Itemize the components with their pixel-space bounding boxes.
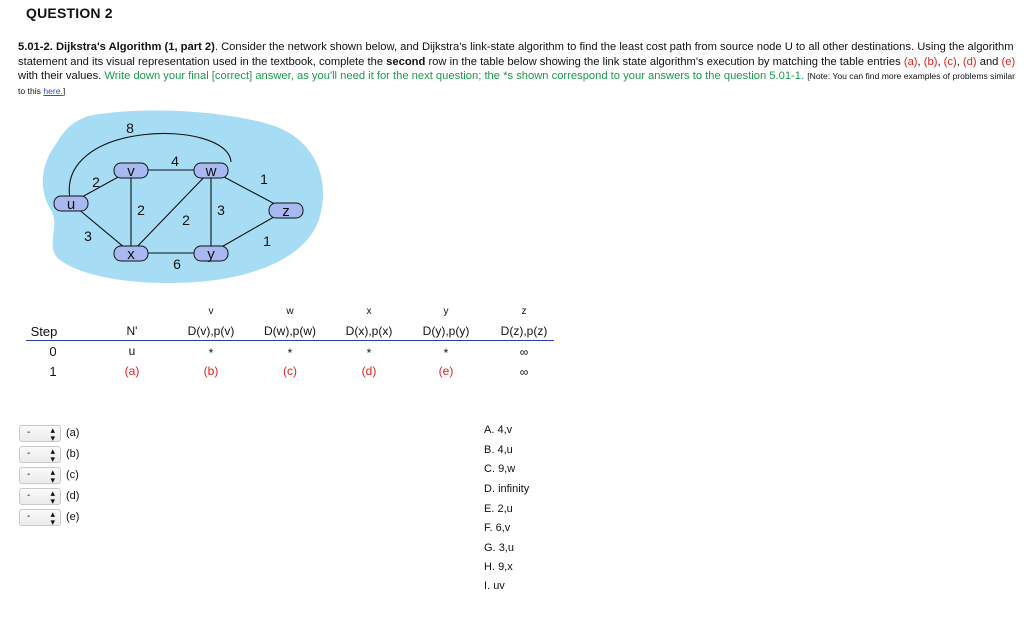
cell-v-0: * (208, 346, 214, 360)
header-dy: D(y),p(y) (422, 324, 470, 338)
problem-text-2: row in the table below showing the link state algorithm's execution by matching the table entries (425, 55, 904, 68)
col-top-v: v (208, 306, 214, 317)
edge-cost-w-y: 3 (217, 202, 225, 218)
col-top-z: z (521, 306, 527, 317)
problem-text-3: with their values. (18, 70, 105, 83)
edge-cost-y-z: 1 (263, 233, 271, 249)
answer-letter: G. (484, 542, 496, 554)
cell-w-0: * (287, 346, 293, 360)
col-top-w: w (286, 306, 294, 317)
ref-d: (d) (962, 55, 977, 68)
answer-text: 2,u (497, 503, 513, 515)
question-title: QUESTION 2 (26, 5, 113, 21)
note-end: ] (62, 85, 66, 96)
edge-cost-u-v: 2 (92, 174, 100, 190)
ref-b: (b) (923, 55, 938, 68)
ref-c: (c) (943, 55, 957, 68)
cell-w-1: (c) (283, 364, 297, 378)
cell-v-1: (b) (203, 364, 219, 378)
answer-text: 9,x (498, 561, 513, 573)
answer-text: 6,v (495, 522, 511, 534)
edge-cost-w-x: 2 (182, 212, 190, 228)
node-label-z: z (282, 203, 290, 220)
cell-n-0: u (128, 344, 136, 358)
node-label-x: x (127, 246, 135, 263)
header-dv: D(v),p(v) (187, 324, 235, 338)
answer-letter: B. (484, 444, 495, 456)
answer-option (484, 503, 513, 515)
separator: , (937, 55, 944, 68)
cell-z-0: ∞ (519, 345, 529, 359)
updown-arrow-icon: ▴ ▾ (50, 509, 55, 527)
select-c[interactable] (19, 467, 61, 484)
header-dz: D(z),p(z) (500, 324, 548, 338)
problem-statement (18, 40, 1018, 98)
answer-letter: A. (484, 424, 495, 436)
answer-option (484, 463, 515, 475)
answer-text: infinity (498, 483, 530, 495)
select-b[interactable] (19, 446, 61, 463)
select-label-c: (c) (66, 469, 79, 481)
answer-letter: D. (484, 483, 495, 495)
cell-n-1: (a) (124, 364, 140, 378)
answer-option (484, 424, 512, 436)
answer-option (484, 522, 510, 534)
answer-option (484, 444, 513, 456)
select-value: - (27, 469, 31, 480)
updown-arrow-icon: ▴ ▾ (50, 446, 55, 464)
cell-x-0: * (366, 346, 372, 360)
cell-step-0: 0 (49, 344, 57, 359)
cell-y-1: (e) (438, 364, 454, 378)
examples-link[interactable]: here. (43, 85, 63, 96)
problem-number: 5.01-2. (18, 41, 53, 53)
answer-letter: E. (484, 503, 495, 515)
cell-step-1: 1 (49, 364, 57, 379)
col-top-x: x (366, 306, 372, 317)
answer-letter: I. (484, 580, 491, 592)
problem-title: Dijkstra's Algorithm (1, part 2) (55, 41, 215, 53)
network-graph (0, 100, 340, 300)
separator: , (917, 55, 924, 68)
select-value: - (27, 448, 31, 459)
select-e[interactable] (19, 509, 61, 526)
header-dx: D(x),p(x) (345, 324, 393, 338)
edge-cost-u-w: 8 (126, 120, 134, 136)
node-label-y: y (207, 246, 215, 263)
header-n-prime: N' (126, 324, 138, 338)
select-d[interactable] (19, 488, 61, 505)
select-label-d: (d) (66, 490, 80, 502)
node-label-u: u (66, 196, 76, 213)
answer-option (484, 561, 513, 573)
ref-e: (e) (1001, 55, 1016, 68)
answer-text: 4,u (497, 444, 513, 456)
problem-text-1: . Consider the network shown below, and Dijkstra's link-state algorithm to find the least cost path from source node U to all other destinations. Using the algorithm statement and its visual representation used in the textbook, complete the (18, 41, 1014, 68)
updown-arrow-icon: ▴ ▾ (50, 467, 55, 485)
header-divider (26, 340, 554, 341)
cell-z-1: ∞ (519, 365, 529, 379)
answer-option (484, 580, 505, 592)
problem-bold-word: second (386, 55, 426, 68)
answer-text: 9,w (498, 463, 516, 475)
col-top-y: y (443, 306, 449, 317)
header-dw: D(w),p(w) (264, 324, 316, 338)
instruction-note: Write down your final [correct] answer, as you'll need it for the next question; the *s shown correspond to your answers to the question 5.01-1. (104, 70, 805, 83)
node-label-v: v (127, 163, 135, 180)
edge-cost-v-x: 2 (137, 202, 145, 218)
select-value: - (27, 490, 31, 501)
edge-cost-w-z: 1 (260, 171, 268, 187)
cell-x-1: (d) (361, 364, 377, 378)
header-step: Step (30, 324, 58, 339)
answer-text: 4,v (497, 424, 513, 436)
answer-option (484, 483, 529, 495)
select-a[interactable] (19, 425, 61, 442)
edge-cost-u-x: 3 (84, 228, 92, 244)
select-label-b: (b) (66, 448, 80, 460)
answer-letter: F. (484, 522, 493, 534)
answer-text: uv (493, 580, 505, 592)
separator: , (956, 55, 963, 68)
select-value: - (27, 427, 31, 438)
note-text: [Note: You can find more examples of problems similar to this (18, 71, 1015, 96)
answer-letter: H. (484, 561, 495, 573)
updown-arrow-icon: ▴ ▾ (50, 488, 55, 506)
answer-text: 3,u (498, 542, 514, 554)
ref-a: (a) (903, 55, 918, 68)
edge-cost-x-y: 6 (173, 256, 181, 272)
select-label-e: (e) (66, 511, 80, 523)
select-label-a: (a) (66, 427, 80, 439)
node-label-w: w (205, 163, 217, 180)
answer-option (484, 542, 514, 554)
select-value: - (27, 511, 31, 522)
updown-arrow-icon: ▴ ▾ (50, 425, 55, 443)
answer-letter: C. (484, 463, 495, 475)
edge-cost-v-w: 4 (171, 153, 179, 169)
separator: and (976, 55, 1002, 68)
cell-y-0: * (443, 346, 449, 360)
